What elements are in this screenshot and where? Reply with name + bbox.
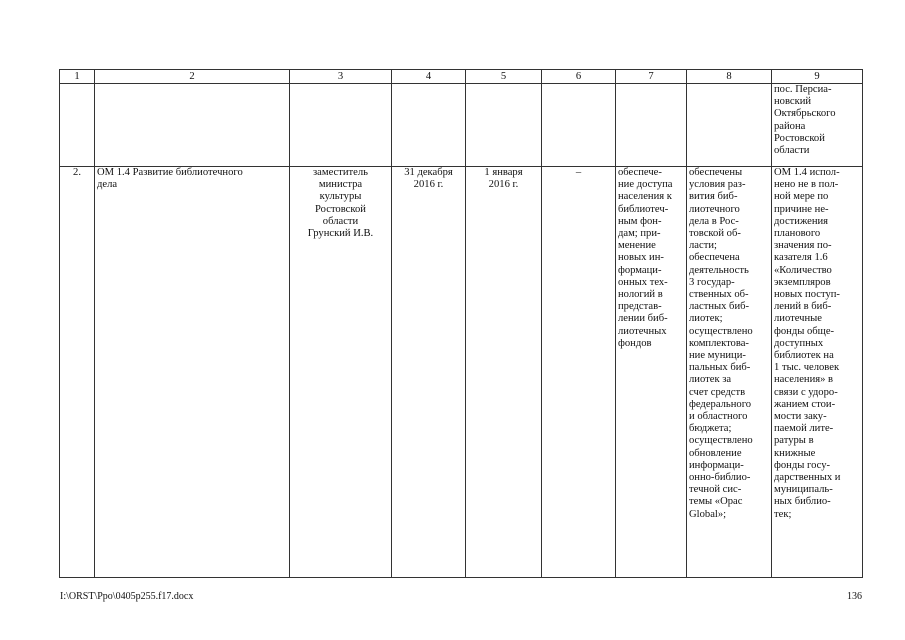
planned-end-cell <box>392 167 466 578</box>
cell <box>466 84 542 167</box>
problems-cell <box>772 167 863 578</box>
col-number-7: 7 <box>616 70 687 84</box>
cell <box>60 84 95 167</box>
continued-problems-cell <box>772 84 863 167</box>
cell <box>95 84 290 167</box>
responsible-cell <box>290 167 392 578</box>
row-number: 2. <box>73 167 81 178</box>
actual-start-cell <box>466 167 542 578</box>
achieved-result-cell <box>687 167 772 578</box>
continued-problems-text: пос. Персиа- новский Октябрьского района Ростовской области <box>774 84 836 157</box>
measure-name-cell <box>95 167 290 578</box>
col-number-5: 5 <box>466 70 542 84</box>
responsible-person: заместитель министра культуры Ростовской области Грунский И.В. <box>307 167 374 240</box>
table-row <box>60 167 863 578</box>
achieved-result: обеспечены условия раз- вития биб- лиотечного дела в Рос- товской об- ласти; обеспечена деятельность 3 государ- ственных об- ластных биб- лиотек; осуществлено комплектова- ние муници- пальных биб- лиотек за счет средств федерального и областного бюджета; осуществлено обновление информаци- онно-библио- течной сис- темы «Opac Global»; <box>689 167 753 520</box>
planned-result-cell <box>616 167 687 578</box>
report-table <box>59 69 863 578</box>
col-number-4: 4 <box>392 70 466 84</box>
page-number: 136 <box>847 591 862 602</box>
col-number-1: 1 <box>60 70 95 84</box>
row-number-cell <box>60 167 95 578</box>
col-number-2: 2 <box>95 70 290 84</box>
cell <box>392 84 466 167</box>
col-number-6: 6 <box>542 70 616 84</box>
problems-text: ОМ 1.4 испол- нено не в пол- ной мере по причине не- достижения планового значения по- казателя 1.6 «Количество экземпляров новых поступ- лений в биб- лиотечные фонды обще- доступных библиотек на 1 тыс. человек населения» в связи с удоро- жанием стои- мости заку- паемой лите- ратуры в книжные фонды госу- дарственных и муниципаль- ных библио- тек; <box>774 167 841 520</box>
actual-end-cell <box>542 167 616 578</box>
col-number-3: 3 <box>290 70 392 84</box>
actual-end-date: – <box>575 167 582 178</box>
cell <box>290 84 392 167</box>
cell <box>542 84 616 167</box>
col-number-9: 9 <box>772 70 863 84</box>
footer-file-path: I:\ORST\Ppo\0405p255.f17.docx <box>60 591 194 602</box>
cell <box>616 84 687 167</box>
continued-row <box>60 84 863 167</box>
actual-start-date: 1 января 2016 г. <box>484 167 523 191</box>
planned-end-date: 31 декабря 2016 г. <box>404 167 453 191</box>
measure-name: ОМ 1.4 Развитие библиотечного дела <box>97 167 243 191</box>
col-number-8: 8 <box>687 70 772 84</box>
planned-result: обеспече- ние доступа населения к библиотеч- ным фон- дам; при- менение новых ин- формаци- онных тех- нологий в представ- лении биб- лиотечных фондов <box>618 167 673 349</box>
cell <box>687 84 772 167</box>
column-number-row <box>60 70 863 84</box>
